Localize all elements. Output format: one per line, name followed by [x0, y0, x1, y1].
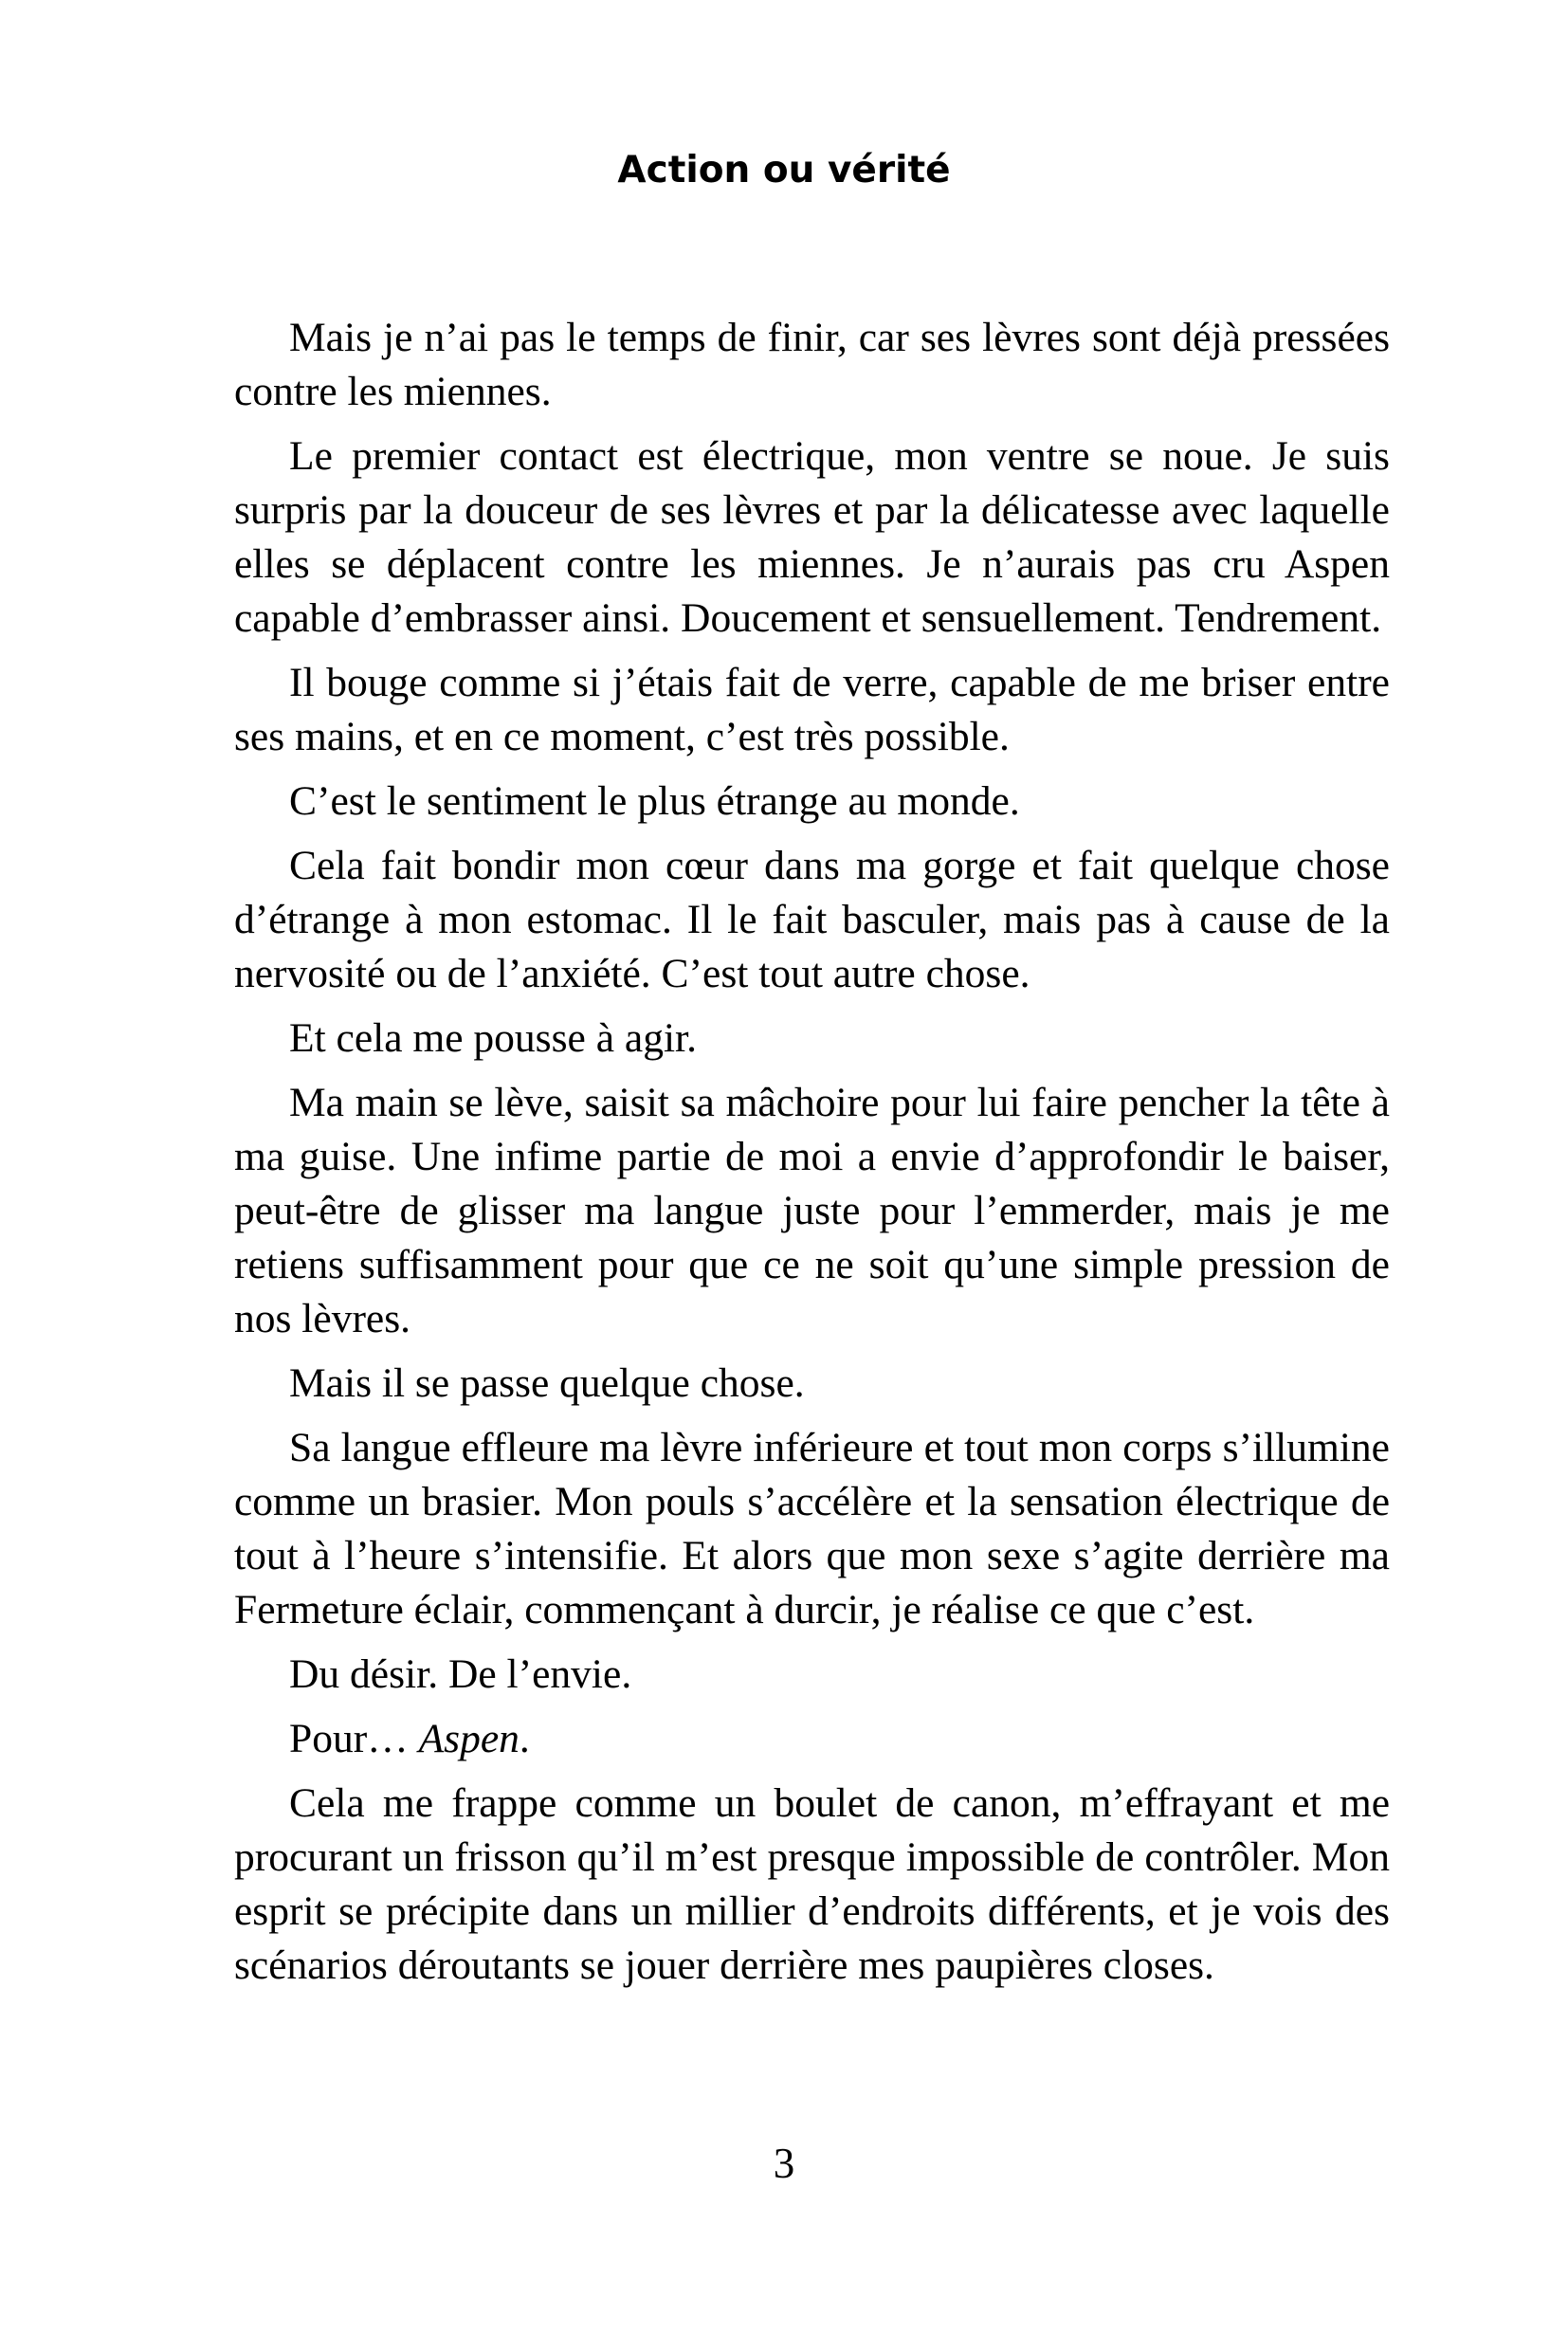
paragraph: Le premier contact est électrique, mon ventre se noue. Je suis surpris par la douceur de ses lèvres et par la délicatesse avec laquelle elles se déplacent contre les miennes. Je n’aurais pas cru Aspen capable d’embrasser ainsi. Doucement et sensuellement. Tendrement. — [234, 433, 1390, 641]
paragraph: Cela me frappe comme un boulet de canon, m’effrayant et me procurant un frisson qu’il m’est presque impossible de contrôler. Mon esprit se précipite dans un millier d’endroits différents, et je vois des scénarios déroutants se jouer derrière mes paupières closes. — [234, 1780, 1390, 1988]
page-number: 3 — [773, 2140, 795, 2187]
running-header-title: Action ou vérité — [617, 149, 951, 191]
paragraph: Cela fait bondir mon cœur dans ma gorge et fait quelque chose d’étrange à mon estomac. Il le fait basculer, mais pas à cause de la nervosité ou de l’anxiété. C’est tout autre chose. — [234, 843, 1390, 996]
paragraph: Mais je n’ai pas le temps de finir, car ses lèvres sont déjà pressées contre les miennes. — [234, 315, 1390, 414]
paragraph: C’est le sentiment le plus étrange au monde. — [289, 778, 1020, 824]
paragraph: Il bouge comme si j’étais fait de verre, capable de me briser entre ses mains, et en ce moment, c’est très possible. — [234, 660, 1390, 759]
paragraph-prefix: Pour… — [289, 1716, 419, 1761]
paragraph — [234, 1712, 1390, 1766]
paragraph-suffix: . — [519, 1716, 530, 1761]
paragraph-italic-name: Aspen — [418, 1716, 520, 1761]
paragraph: Sa langue effleure ma lèvre inférieure et tout mon corps s’illumine comme un brasier. Mon pouls s’accélère et la sensation électrique de tout à l’heure s’intensifie. Et alors que mon sexe s’agite derrière ma Fermeture éclair, commençant à durcir, je réalise ce que c’est. — [234, 1425, 1390, 1632]
paragraph: Et cela me pousse à agir. — [289, 1015, 698, 1061]
paragraph: Du désir. De l’envie. — [289, 1651, 632, 1697]
body-text — [234, 311, 1390, 2003]
paragraph: Mais il se passe quelque chose. — [289, 1360, 805, 1406]
paragraph: Ma main se lève, saisit sa mâchoire pour lui faire pencher la tête à ma guise. Une infime partie de moi a envie d’approfondir le baiser, peut-être de glisser ma langue juste pour l’emmerder, mais je me retiens suffisamment pour que ce ne soit qu’une simple pression de nos lèvres. — [234, 1080, 1390, 1341]
